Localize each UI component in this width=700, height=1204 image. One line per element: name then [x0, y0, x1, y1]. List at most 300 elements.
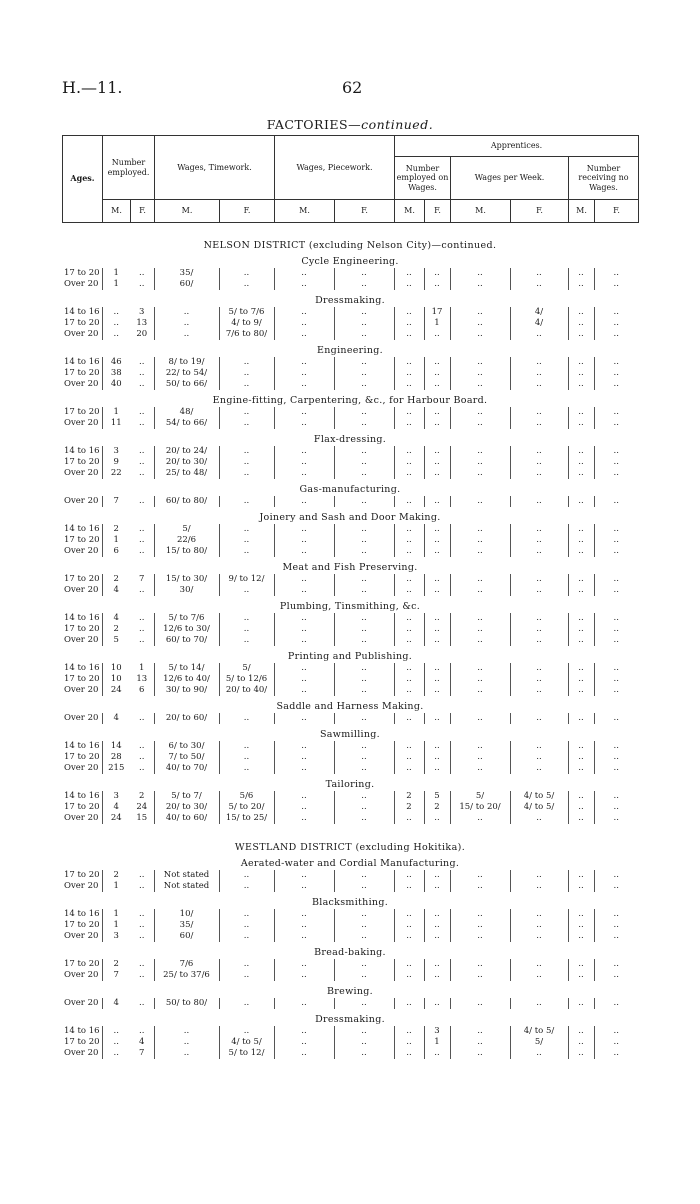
value-cell: .. — [568, 998, 594, 1009]
value-cell: 4/ to 5/ — [510, 802, 568, 813]
value-cell: .. — [139, 279, 145, 289]
value-cell: .. — [102, 318, 130, 329]
value-cell: 40/ to 70/ — [154, 763, 219, 774]
value-cell: .. — [394, 870, 424, 881]
value-cell: .. — [568, 407, 594, 418]
value-cell: 10/ — [154, 909, 219, 920]
value-cell: .. — [568, 446, 594, 457]
value-cell: 6 — [139, 685, 145, 695]
table-row — [62, 457, 638, 468]
value-cell: 60/ to 70/ — [154, 635, 219, 646]
age-cell: 14 to 16 — [64, 741, 100, 751]
value-cell: .. — [424, 524, 450, 535]
value-cell: 50/ to 66/ — [154, 379, 219, 390]
value-cell: .. — [139, 268, 145, 278]
header-app-number-no-wages: Number receiving no Wages. — [569, 157, 639, 200]
value-cell: .. — [568, 959, 594, 970]
value-cell: 2 — [394, 791, 424, 802]
value-cell: .. — [394, 496, 424, 507]
table-row — [62, 1048, 638, 1059]
value-cell: 35/ — [154, 268, 219, 279]
value-cell: .. — [450, 663, 510, 674]
value-cell: .. — [139, 959, 145, 969]
value-cell: 22 — [102, 468, 130, 479]
header-f: F. — [595, 200, 639, 223]
value-cell: 11 — [102, 418, 130, 429]
value-cell: .. — [424, 468, 450, 479]
value-cell: .. — [424, 357, 450, 368]
value-cell: .. — [274, 1026, 334, 1037]
value-cell: 5/ to 7/ — [154, 791, 219, 802]
value-cell: .. — [510, 613, 568, 624]
value-cell: .. — [219, 763, 274, 774]
value-cell: .. — [394, 813, 424, 824]
value-cell: 5/ — [510, 1037, 568, 1048]
value-cell: 13 — [136, 318, 148, 328]
value-cell: .. — [139, 635, 145, 645]
value-cell: .. — [594, 418, 638, 429]
value-cell: .. — [334, 329, 394, 340]
industry-heading: Tailoring. — [325, 779, 375, 790]
table-row — [62, 613, 638, 624]
value-cell: .. — [568, 920, 594, 931]
value-cell: .. — [139, 546, 145, 556]
value-cell: .. — [424, 741, 450, 752]
value-cell: 4 — [139, 1037, 145, 1047]
value-cell: .. — [424, 574, 450, 585]
value-cell: .. — [139, 368, 145, 378]
value-cell: .. — [274, 713, 334, 724]
value-cell: .. — [424, 546, 450, 557]
value-cell: .. — [394, 368, 424, 379]
value-cell: 20/ to 24/ — [154, 446, 219, 457]
age-cell: 17 to 20 — [64, 624, 100, 634]
value-cell: 24 — [136, 802, 148, 812]
value-cell: 7 — [139, 574, 145, 584]
value-cell: .. — [510, 585, 568, 596]
age-cell: 17 to 20 — [64, 535, 100, 545]
value-cell: .. — [219, 457, 274, 468]
value-cell: .. — [450, 407, 510, 418]
value-cell: .. — [594, 407, 638, 418]
value-cell: .. — [450, 446, 510, 457]
value-cell: .. — [450, 457, 510, 468]
value-cell: 2 — [102, 524, 130, 535]
value-cell: .. — [154, 307, 219, 318]
value-cell: .. — [334, 635, 394, 646]
age-cell: Over 20 — [64, 635, 99, 645]
value-cell: .. — [594, 585, 638, 596]
value-cell: .. — [568, 585, 594, 596]
value-cell: 30/ to 90/ — [154, 685, 219, 696]
header-wages-piecework: Wages, Piecework. — [275, 136, 395, 200]
header-f: F. — [425, 200, 451, 223]
value-cell: .. — [424, 663, 450, 674]
industry-heading: Printing and Publishing. — [287, 651, 413, 662]
value-cell: .. — [510, 368, 568, 379]
value-cell: .. — [450, 1037, 510, 1048]
value-cell: .. — [154, 329, 219, 340]
value-cell: .. — [274, 446, 334, 457]
value-cell: .. — [510, 881, 568, 892]
value-cell: .. — [594, 870, 638, 881]
header-m: M. — [395, 200, 425, 223]
value-cell: .. — [594, 1048, 638, 1059]
value-cell: .. — [510, 674, 568, 685]
value-cell: 3 — [102, 931, 130, 942]
value-cell: .. — [334, 418, 394, 429]
value-cell: .. — [139, 920, 145, 930]
value-cell: .. — [568, 307, 594, 318]
age-cell: Over 20 — [64, 585, 99, 595]
value-cell: .. — [594, 674, 638, 685]
value-cell: 6/ to 30/ — [154, 741, 219, 752]
age-cell: Over 20 — [64, 329, 99, 339]
value-cell: .. — [450, 357, 510, 368]
industry-heading: Blacksmithing. — [311, 897, 389, 908]
value-cell: 5/ to 12/ — [219, 1048, 274, 1059]
industry-table — [62, 870, 638, 892]
table-row — [62, 379, 638, 390]
age-cell: Over 20 — [64, 881, 99, 891]
value-cell: .. — [510, 663, 568, 674]
value-cell: .. — [394, 713, 424, 724]
age-cell: Over 20 — [64, 813, 99, 823]
value-cell: .. — [219, 959, 274, 970]
value-cell: .. — [274, 1037, 334, 1048]
value-cell: .. — [394, 674, 424, 685]
value-cell: .. — [450, 585, 510, 596]
value-cell: .. — [334, 574, 394, 585]
value-cell: .. — [450, 496, 510, 507]
value-cell: 48/ — [154, 407, 219, 418]
district-heading: WESTLAND DISTRICT (excluding Hokitika). — [234, 842, 466, 853]
value-cell: .. — [594, 931, 638, 942]
value-cell: 15/ to 25/ — [219, 813, 274, 824]
value-cell: .. — [219, 524, 274, 535]
value-cell: .. — [594, 881, 638, 892]
value-cell: .. — [394, 535, 424, 546]
value-cell: .. — [594, 813, 638, 824]
header-m: M. — [155, 200, 220, 223]
table-row — [62, 524, 638, 535]
value-cell: .. — [568, 752, 594, 763]
value-cell: .. — [274, 368, 334, 379]
value-cell: .. — [510, 635, 568, 646]
value-cell: 50/ to 80/ — [154, 998, 219, 1009]
value-cell: .. — [334, 813, 394, 824]
value-cell: 5/ — [219, 663, 274, 674]
table-row — [62, 585, 638, 596]
value-cell: .. — [424, 713, 450, 724]
value-cell: Not stated — [154, 870, 219, 881]
value-cell: .. — [568, 279, 594, 290]
industry-heading: Flax-dressing. — [313, 434, 387, 445]
value-cell: 4 — [102, 998, 130, 1009]
value-cell: .. — [274, 685, 334, 696]
district-heading: NELSON DISTRICT (excluding Nelson City)—continued. — [203, 240, 497, 251]
value-cell: .. — [394, 752, 424, 763]
value-cell: .. — [568, 368, 594, 379]
value-cell: 22/ to 54/ — [154, 368, 219, 379]
value-cell: .. — [394, 418, 424, 429]
age-cell: 17 to 20 — [64, 457, 100, 467]
value-cell: .. — [219, 585, 274, 596]
value-cell: .. — [219, 496, 274, 507]
value-cell: .. — [274, 752, 334, 763]
value-cell: .. — [424, 379, 450, 390]
value-cell: .. — [274, 920, 334, 931]
value-cell: .. — [219, 713, 274, 724]
table-row — [62, 368, 638, 379]
value-cell: .. — [154, 318, 219, 329]
value-cell: 7/6 — [154, 959, 219, 970]
age-cell: 17 to 20 — [64, 920, 100, 930]
value-cell: .. — [139, 418, 145, 428]
header-f: F. — [131, 200, 155, 223]
value-cell: .. — [450, 920, 510, 931]
value-cell: .. — [568, 318, 594, 329]
value-cell: 40 — [102, 379, 130, 390]
age-cell: Over 20 — [64, 685, 99, 695]
value-cell: .. — [450, 909, 510, 920]
value-cell: .. — [424, 329, 450, 340]
industry-table — [62, 574, 638, 596]
value-cell: .. — [510, 1048, 568, 1059]
value-cell: 25/ to 48/ — [154, 468, 219, 479]
value-cell: .. — [274, 959, 334, 970]
value-cell: 5/ — [154, 524, 219, 535]
header-m: M. — [569, 200, 595, 223]
value-cell: .. — [450, 535, 510, 546]
table-row — [62, 713, 638, 724]
value-cell: .. — [510, 546, 568, 557]
table-row — [62, 1037, 638, 1048]
age-cell: 14 to 16 — [64, 1026, 100, 1036]
value-cell: .. — [394, 624, 424, 635]
value-cell: .. — [424, 920, 450, 931]
table-row — [62, 268, 638, 279]
value-cell: .. — [568, 674, 594, 685]
table-row — [62, 741, 638, 752]
age-cell: 14 to 16 — [64, 357, 100, 367]
value-cell: .. — [450, 685, 510, 696]
value-cell: .. — [139, 379, 145, 389]
age-cell: 17 to 20 — [64, 870, 100, 880]
table-row — [62, 279, 638, 290]
value-cell: .. — [594, 763, 638, 774]
value-cell: .. — [394, 881, 424, 892]
value-cell: .. — [424, 418, 450, 429]
value-cell: .. — [102, 329, 130, 340]
value-cell: .. — [219, 741, 274, 752]
value-cell: .. — [510, 496, 568, 507]
value-cell: .. — [139, 970, 145, 980]
value-cell: .. — [424, 931, 450, 942]
value-cell: .. — [424, 959, 450, 970]
value-cell: .. — [510, 959, 568, 970]
age-cell: Over 20 — [64, 763, 99, 773]
table-row — [62, 446, 638, 457]
age-cell: Over 20 — [64, 998, 99, 1008]
value-cell: .. — [510, 624, 568, 635]
value-cell: .. — [274, 791, 334, 802]
value-cell: .. — [394, 959, 424, 970]
value-cell: .. — [510, 870, 568, 881]
value-cell: .. — [334, 496, 394, 507]
value-cell: .. — [334, 763, 394, 774]
value-cell: .. — [594, 909, 638, 920]
value-cell: .. — [274, 307, 334, 318]
value-cell: .. — [394, 1048, 424, 1059]
value-cell: .. — [274, 268, 334, 279]
value-cell: .. — [568, 970, 594, 981]
industry-heading: Gas-manufacturing. — [299, 484, 401, 495]
value-cell: .. — [102, 1026, 130, 1037]
value-cell: 60/ to 80/ — [154, 496, 219, 507]
table-row — [62, 881, 638, 892]
value-cell: 46 — [102, 357, 130, 368]
industry-heading: Brewing. — [327, 986, 373, 997]
value-cell: .. — [394, 446, 424, 457]
value-cell: .. — [219, 752, 274, 763]
value-cell: .. — [219, 368, 274, 379]
value-cell: 20 — [136, 329, 148, 339]
value-cell: .. — [568, 546, 594, 557]
age-cell: 17 to 20 — [64, 959, 100, 969]
value-cell: .. — [274, 329, 334, 340]
header-app-wages-per-week: Wages per Week. — [451, 157, 569, 200]
value-cell: 12/6 to 30/ — [154, 624, 219, 635]
age-cell: Over 20 — [64, 970, 99, 980]
value-cell: 30/ — [154, 585, 219, 596]
value-cell: .. — [219, 357, 274, 368]
value-cell: .. — [139, 741, 145, 751]
value-cell: .. — [154, 1037, 219, 1048]
value-cell: .. — [568, 909, 594, 920]
value-cell: .. — [139, 357, 145, 367]
industry-table — [62, 909, 638, 942]
value-cell: .. — [424, 279, 450, 290]
value-cell: .. — [139, 585, 145, 595]
value-cell: .. — [568, 1037, 594, 1048]
value-cell: 2 — [102, 624, 130, 635]
value-cell: 4/ — [510, 318, 568, 329]
industry-heading: Joinery and Sash and Door Making. — [259, 512, 441, 523]
value-cell: .. — [450, 870, 510, 881]
value-cell: .. — [394, 663, 424, 674]
value-cell: .. — [568, 524, 594, 535]
value-cell: .. — [510, 457, 568, 468]
value-cell: .. — [334, 685, 394, 696]
value-cell: 2 — [424, 802, 450, 813]
value-cell: .. — [274, 931, 334, 942]
value-cell: .. — [450, 574, 510, 585]
value-cell: 4 — [102, 585, 130, 596]
value-cell: 1 — [102, 909, 130, 920]
value-cell: .. — [450, 524, 510, 535]
table-row — [62, 535, 638, 546]
value-cell: 1 — [424, 1037, 450, 1048]
age-cell: 17 to 20 — [64, 1037, 100, 1047]
value-cell: .. — [102, 1037, 130, 1048]
value-cell: 35/ — [154, 920, 219, 931]
value-cell: .. — [510, 407, 568, 418]
industry-table — [62, 663, 638, 696]
value-cell: .. — [568, 468, 594, 479]
table-row — [62, 752, 638, 763]
value-cell: .. — [394, 931, 424, 942]
value-cell: .. — [394, 318, 424, 329]
value-cell: .. — [594, 613, 638, 624]
value-cell: .. — [424, 813, 450, 824]
value-cell: .. — [274, 998, 334, 1009]
value-cell: .. — [424, 585, 450, 596]
value-cell: .. — [139, 931, 145, 941]
value-cell: .. — [568, 329, 594, 340]
table-row — [62, 329, 638, 340]
industry-heading: Sawmilling. — [320, 729, 380, 740]
value-cell: .. — [139, 624, 145, 634]
value-cell: .. — [334, 524, 394, 535]
value-cell: .. — [594, 457, 638, 468]
value-cell: .. — [424, 881, 450, 892]
industry-heading: Dressmaking. — [315, 1014, 385, 1025]
value-cell: .. — [510, 909, 568, 920]
value-cell: .. — [424, 752, 450, 763]
value-cell: .. — [274, 613, 334, 624]
value-cell: .. — [450, 418, 510, 429]
value-cell: .. — [139, 881, 145, 891]
value-cell: .. — [219, 379, 274, 390]
value-cell: 4/ to 5/ — [219, 1037, 274, 1048]
value-cell: .. — [424, 613, 450, 624]
value-cell: 40/ to 60/ — [154, 813, 219, 824]
header-m: M. — [451, 200, 511, 223]
value-cell: .. — [219, 998, 274, 1009]
value-cell: 1 — [102, 279, 130, 290]
value-cell: .. — [274, 870, 334, 881]
value-cell: .. — [510, 970, 568, 981]
value-cell: .. — [568, 624, 594, 635]
value-cell: .. — [594, 920, 638, 931]
value-cell: .. — [139, 998, 145, 1008]
value-cell: .. — [594, 663, 638, 674]
value-cell: .. — [274, 624, 334, 635]
value-cell: .. — [568, 802, 594, 813]
value-cell: 12/6 to 40/ — [154, 674, 219, 685]
industry-table — [62, 791, 638, 824]
value-cell: .. — [568, 791, 594, 802]
value-cell: .. — [394, 407, 424, 418]
value-cell: .. — [219, 546, 274, 557]
table-row — [62, 970, 638, 981]
value-cell: .. — [394, 574, 424, 585]
value-cell: .. — [594, 496, 638, 507]
value-cell: .. — [594, 959, 638, 970]
industry-table — [62, 524, 638, 557]
table-body — [62, 236, 638, 1059]
value-cell: .. — [219, 535, 274, 546]
table-row — [62, 959, 638, 970]
value-cell: 4/ to 5/ — [510, 791, 568, 802]
header-apprentices: Apprentices. — [395, 136, 639, 157]
value-cell: .. — [568, 379, 594, 390]
value-cell: .. — [510, 379, 568, 390]
value-cell: .. — [594, 524, 638, 535]
table-row — [62, 468, 638, 479]
value-cell: .. — [594, 713, 638, 724]
